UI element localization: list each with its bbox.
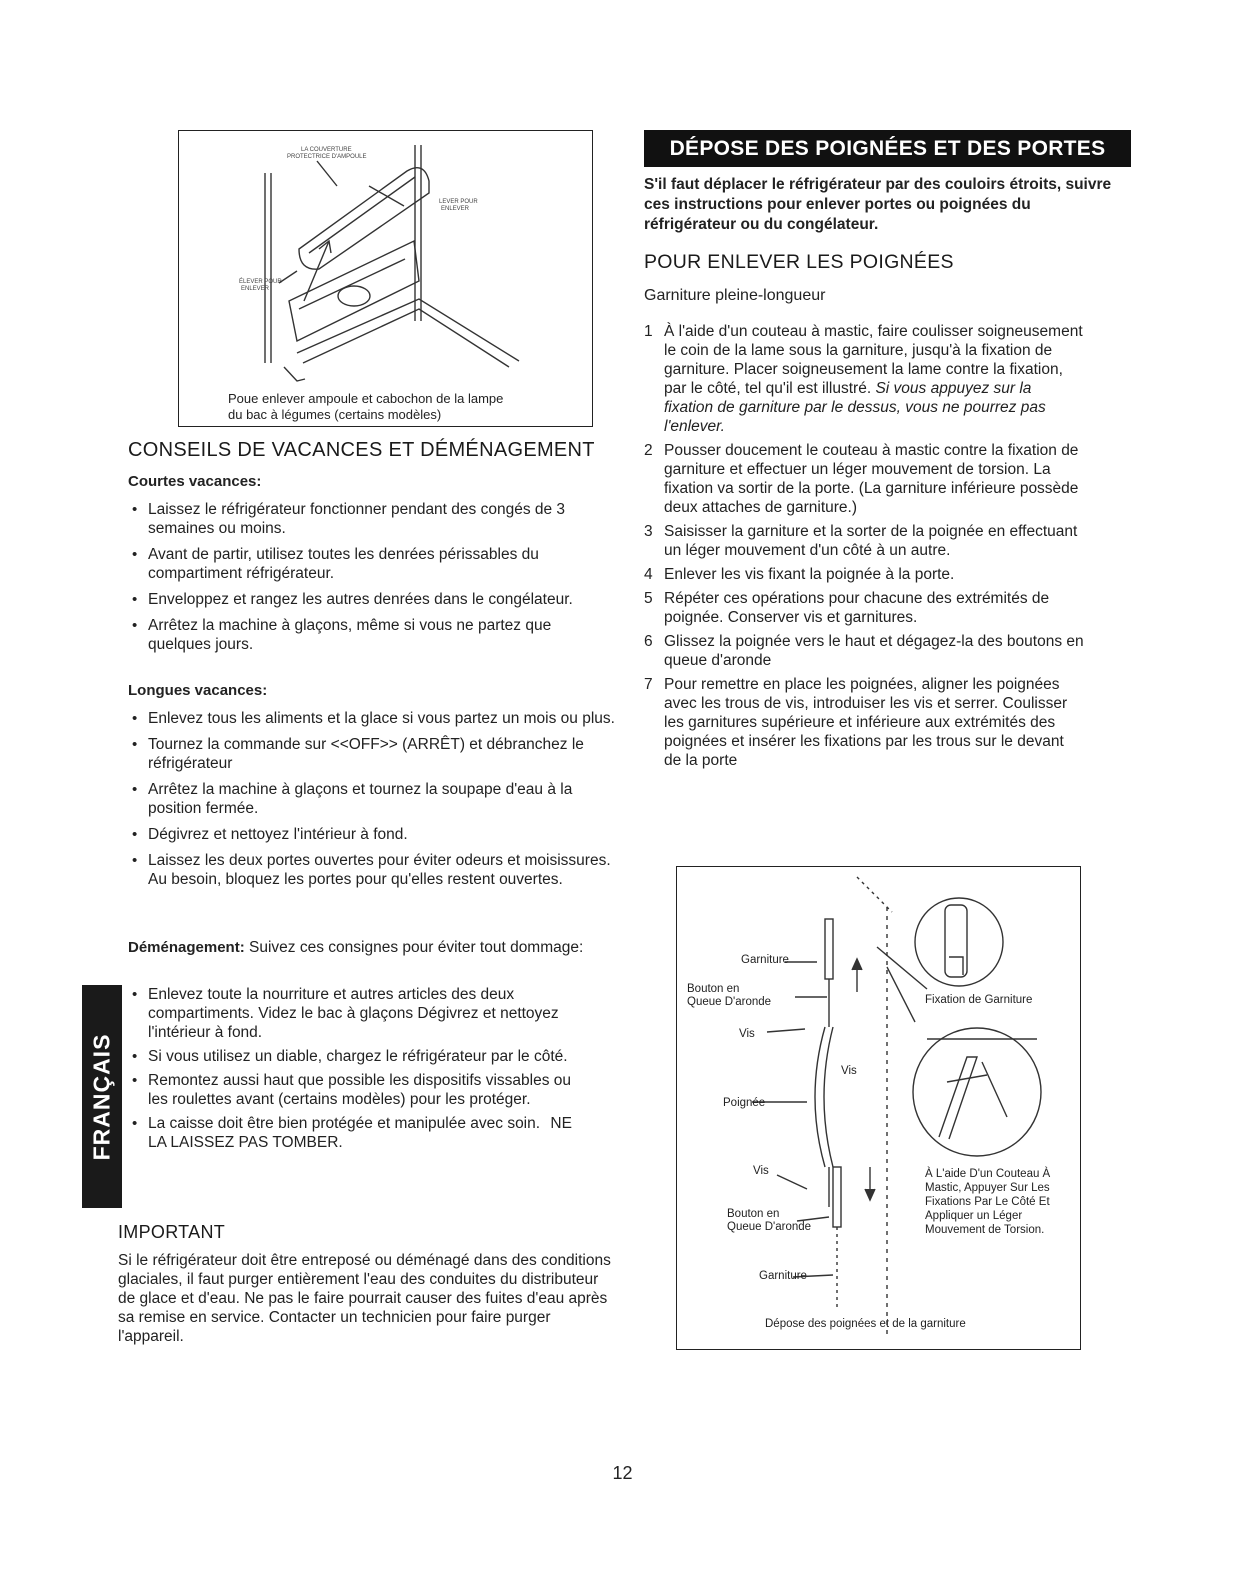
step-text: Pour remettre en place les poignées, aligner les poignées avec les trous de vis, introduiser les vis et serrer. Coulisser les garnitures supérieure et inférieure aux extrémités des poignées et insérer les fixations par les trous sur le devant de la porte xyxy=(664,676,1068,769)
label-screw-mid: Vis xyxy=(841,1065,857,1077)
step-number: 2 xyxy=(644,442,653,459)
step-text: Répéter ces opérations pour chacune des extrémités de poignée. Conserver vis et garnitures. xyxy=(664,590,1050,626)
handle-steps xyxy=(644,322,1084,770)
step-number: 3 xyxy=(644,523,653,540)
label-trim-top: Garniture xyxy=(741,954,789,966)
step-text: Enlever les vis fixant la poignée à la porte. xyxy=(664,566,955,583)
step-number: 4 xyxy=(644,566,653,583)
label-putty-knife: Appliquer un Léger xyxy=(925,1210,1023,1222)
doors-intro: S'il faut déplacer le réfrigérateur par des couloirs étroits, suivre ces instructions pour enlever portes ou poignées du réfrigérateur ou du congélateur. xyxy=(644,176,1112,233)
list-item: • Arrêtez la machine à glaçons, même si vous ne partez que quelques jours. xyxy=(128,616,616,654)
moving-list xyxy=(128,985,583,1152)
moving-title: Déménagement: xyxy=(128,939,245,956)
step-number: 6 xyxy=(644,633,653,650)
list-item: • Dégivrez et nettoyez l'intérieur à fond. xyxy=(128,825,616,844)
handle-illustration xyxy=(677,867,1082,1351)
step-number: 7 xyxy=(644,676,653,693)
figure2-caption: Dépose des poignées et de la garniture xyxy=(765,1318,966,1330)
list-item: • Si vous utilisez un diable, chargez le réfrigérateur par le côté. xyxy=(128,1047,583,1066)
step-item xyxy=(644,522,1084,560)
step-text: Saisisser la garniture et la sorter de la poignée en effectuant un léger mouvement d'un côté à un autre. xyxy=(664,523,1078,559)
label-putty-knife: Mouvement de Torsion. xyxy=(925,1224,1045,1236)
step-note: Si vous appuyez sur la fixation de garniture par le dessus, vous ne pourrez pas l'enlever. xyxy=(664,380,1046,435)
label-putty-knife: Fixations Par Le Côté Et xyxy=(925,1196,1050,1208)
list-item: • Arrêtez la machine à glaçons et tournez la soupape d'eau à la position fermée. xyxy=(128,780,616,818)
step-item xyxy=(644,322,1084,436)
important-title: IMPORTANT xyxy=(118,1222,226,1242)
label-handle: Poignée xyxy=(723,1097,766,1109)
lamp-figure xyxy=(178,130,593,427)
svg-text:ENLEVER: ENLEVER xyxy=(241,286,270,292)
language-tab xyxy=(82,985,122,1208)
label-button-top: Bouton en xyxy=(687,983,740,995)
caption-line: Poue enlever ampoule et cabochon de la lampe xyxy=(228,391,504,406)
list-item: • Enlevez toute la nourriture et autres articles des deux compartiments. Videz le bac à glaçons Dégivrez et nettoyez l'intérieur à fond. xyxy=(128,985,583,1042)
list-item: • Tournez la commande sur <<OFF>> (ARRÊT) et débranchez le réfrigérateur xyxy=(128,735,616,773)
label-putty-knife: À L'aide D'un Couteau À xyxy=(925,1168,1051,1180)
long-vacation-title: Longues vacances: xyxy=(128,682,268,699)
label-screw-bottom: Vis xyxy=(753,1165,769,1177)
important-text: Si le réfrigérateur doit être entreposé ou déménagé dans des conditions glaciales, il faut purger entièrement l'eau des conduites du distributeur de glace et d'eau. Ne pas le faire pourrait causer des fuites d'eau après sa remise en service. Contacter un technicien pour faire purger l'appareil. xyxy=(118,1252,611,1345)
list-item-text: La caisse doit être bien protégée et manipulée avec soin. xyxy=(148,1115,541,1132)
list-item: • Avant de partir, utilisez toutes les denrées périssables du compartiment réfrigérateur. xyxy=(128,545,616,583)
svg-text:ÉLEVER POUR: ÉLEVER POUR xyxy=(239,279,282,285)
svg-text:ENLEVER: ENLEVER xyxy=(441,206,470,212)
step-number: 5 xyxy=(644,590,653,607)
list-item: • Enveloppez et rangez les autres denrées dans le congélateur. xyxy=(128,590,616,609)
cover-label-small: LA COUVERTURE xyxy=(301,147,352,153)
label-trim-bottom: Garniture xyxy=(759,1270,807,1282)
step-item xyxy=(644,632,1084,670)
full-length-trim-title: Garniture pleine-longueur xyxy=(644,287,826,304)
short-vacation-title: Courtes vacances: xyxy=(128,473,262,490)
step-text: Glissez la poignée vers le haut et dégagez-la des boutons en queue d'aronde xyxy=(664,633,1084,669)
language-tab-label: FRANÇAIS xyxy=(88,1033,115,1160)
svg-text:LEVER POUR: LEVER POUR xyxy=(439,199,478,205)
label-dovetail-top: Queue D'aronde xyxy=(687,996,772,1008)
lamp-illustration xyxy=(179,131,594,428)
label-putty-knife: Mastic, Appuyer Sur Les xyxy=(925,1182,1050,1194)
list-item: • Remontez aussi haut que possible les dispositifs vissables ou les roulettes avant (certains modèles) pour les protéger. xyxy=(128,1071,583,1109)
caption-line: du bac à légumes (certains modèles) xyxy=(228,407,442,422)
step-item xyxy=(644,675,1084,770)
step-text: À l'aide d'un couteau à mastic, faire coulisser soigneusement le coin de la lame sous la garniture, jusqu'à la fixation de garniture. Placer soigneusement la lame contre la fixation, par le côté, tel qu'il est illustré. xyxy=(664,323,1083,397)
handle-removal-figure xyxy=(676,866,1081,1350)
list-item xyxy=(128,1114,583,1152)
label-screw-top: Vis xyxy=(739,1028,755,1040)
step-text: Pousser doucement le couteau à mastic contre la fixation de garniture et effectuer un léger mouvement de torsion. La fixation va sortir de la porte. (La garniture inférieure possède deux attaches de garniture.) xyxy=(664,442,1079,516)
list-item: • Laissez le réfrigérateur fonctionner pendant des congés de 3 semaines ou moins. xyxy=(128,500,616,538)
list-item: • Enlevez tous les aliments et la glace si vous partez un mois ou plus. xyxy=(128,709,616,728)
step-item xyxy=(644,441,1084,517)
section-banner: DÉPOSE DES POIGNÉES ET DES PORTES xyxy=(644,130,1131,167)
list-item: • Laissez les deux portes ouvertes pour éviter odeurs et moisissures. Au besoin, bloquez les portes pour qu'elles restent ouvertes. xyxy=(128,851,616,889)
svg-text:PROTECTRICE D'AMPOULE: PROTECTRICE D'AMPOULE xyxy=(287,154,367,160)
step-item xyxy=(644,589,1084,627)
label-trim-clip: Fixation de Garniture xyxy=(925,994,1033,1006)
step-number: 1 xyxy=(644,323,653,340)
lamp-figure-caption xyxy=(228,391,588,423)
handles-title: POUR ENLEVER LES POIGNÉES xyxy=(644,251,954,273)
step-item xyxy=(644,565,1084,584)
long-vacation-list xyxy=(128,709,616,889)
page-number: 12 xyxy=(612,1463,633,1483)
short-vacation-list xyxy=(128,500,616,654)
label-dovetail-bottom: Queue D'aronde xyxy=(727,1221,812,1233)
label-button-bottom: Bouton en xyxy=(727,1208,780,1220)
moving-intro-text: Suivez ces consignes pour éviter tout dommage: xyxy=(249,939,584,956)
moving-warning: NE LA LAISSEZ PAS TOMBER. xyxy=(148,1115,572,1151)
moving-intro xyxy=(128,938,616,957)
vacation-title: CONSEILS DE VACANCES ET DÉMÉNAGEMENT xyxy=(128,439,595,461)
